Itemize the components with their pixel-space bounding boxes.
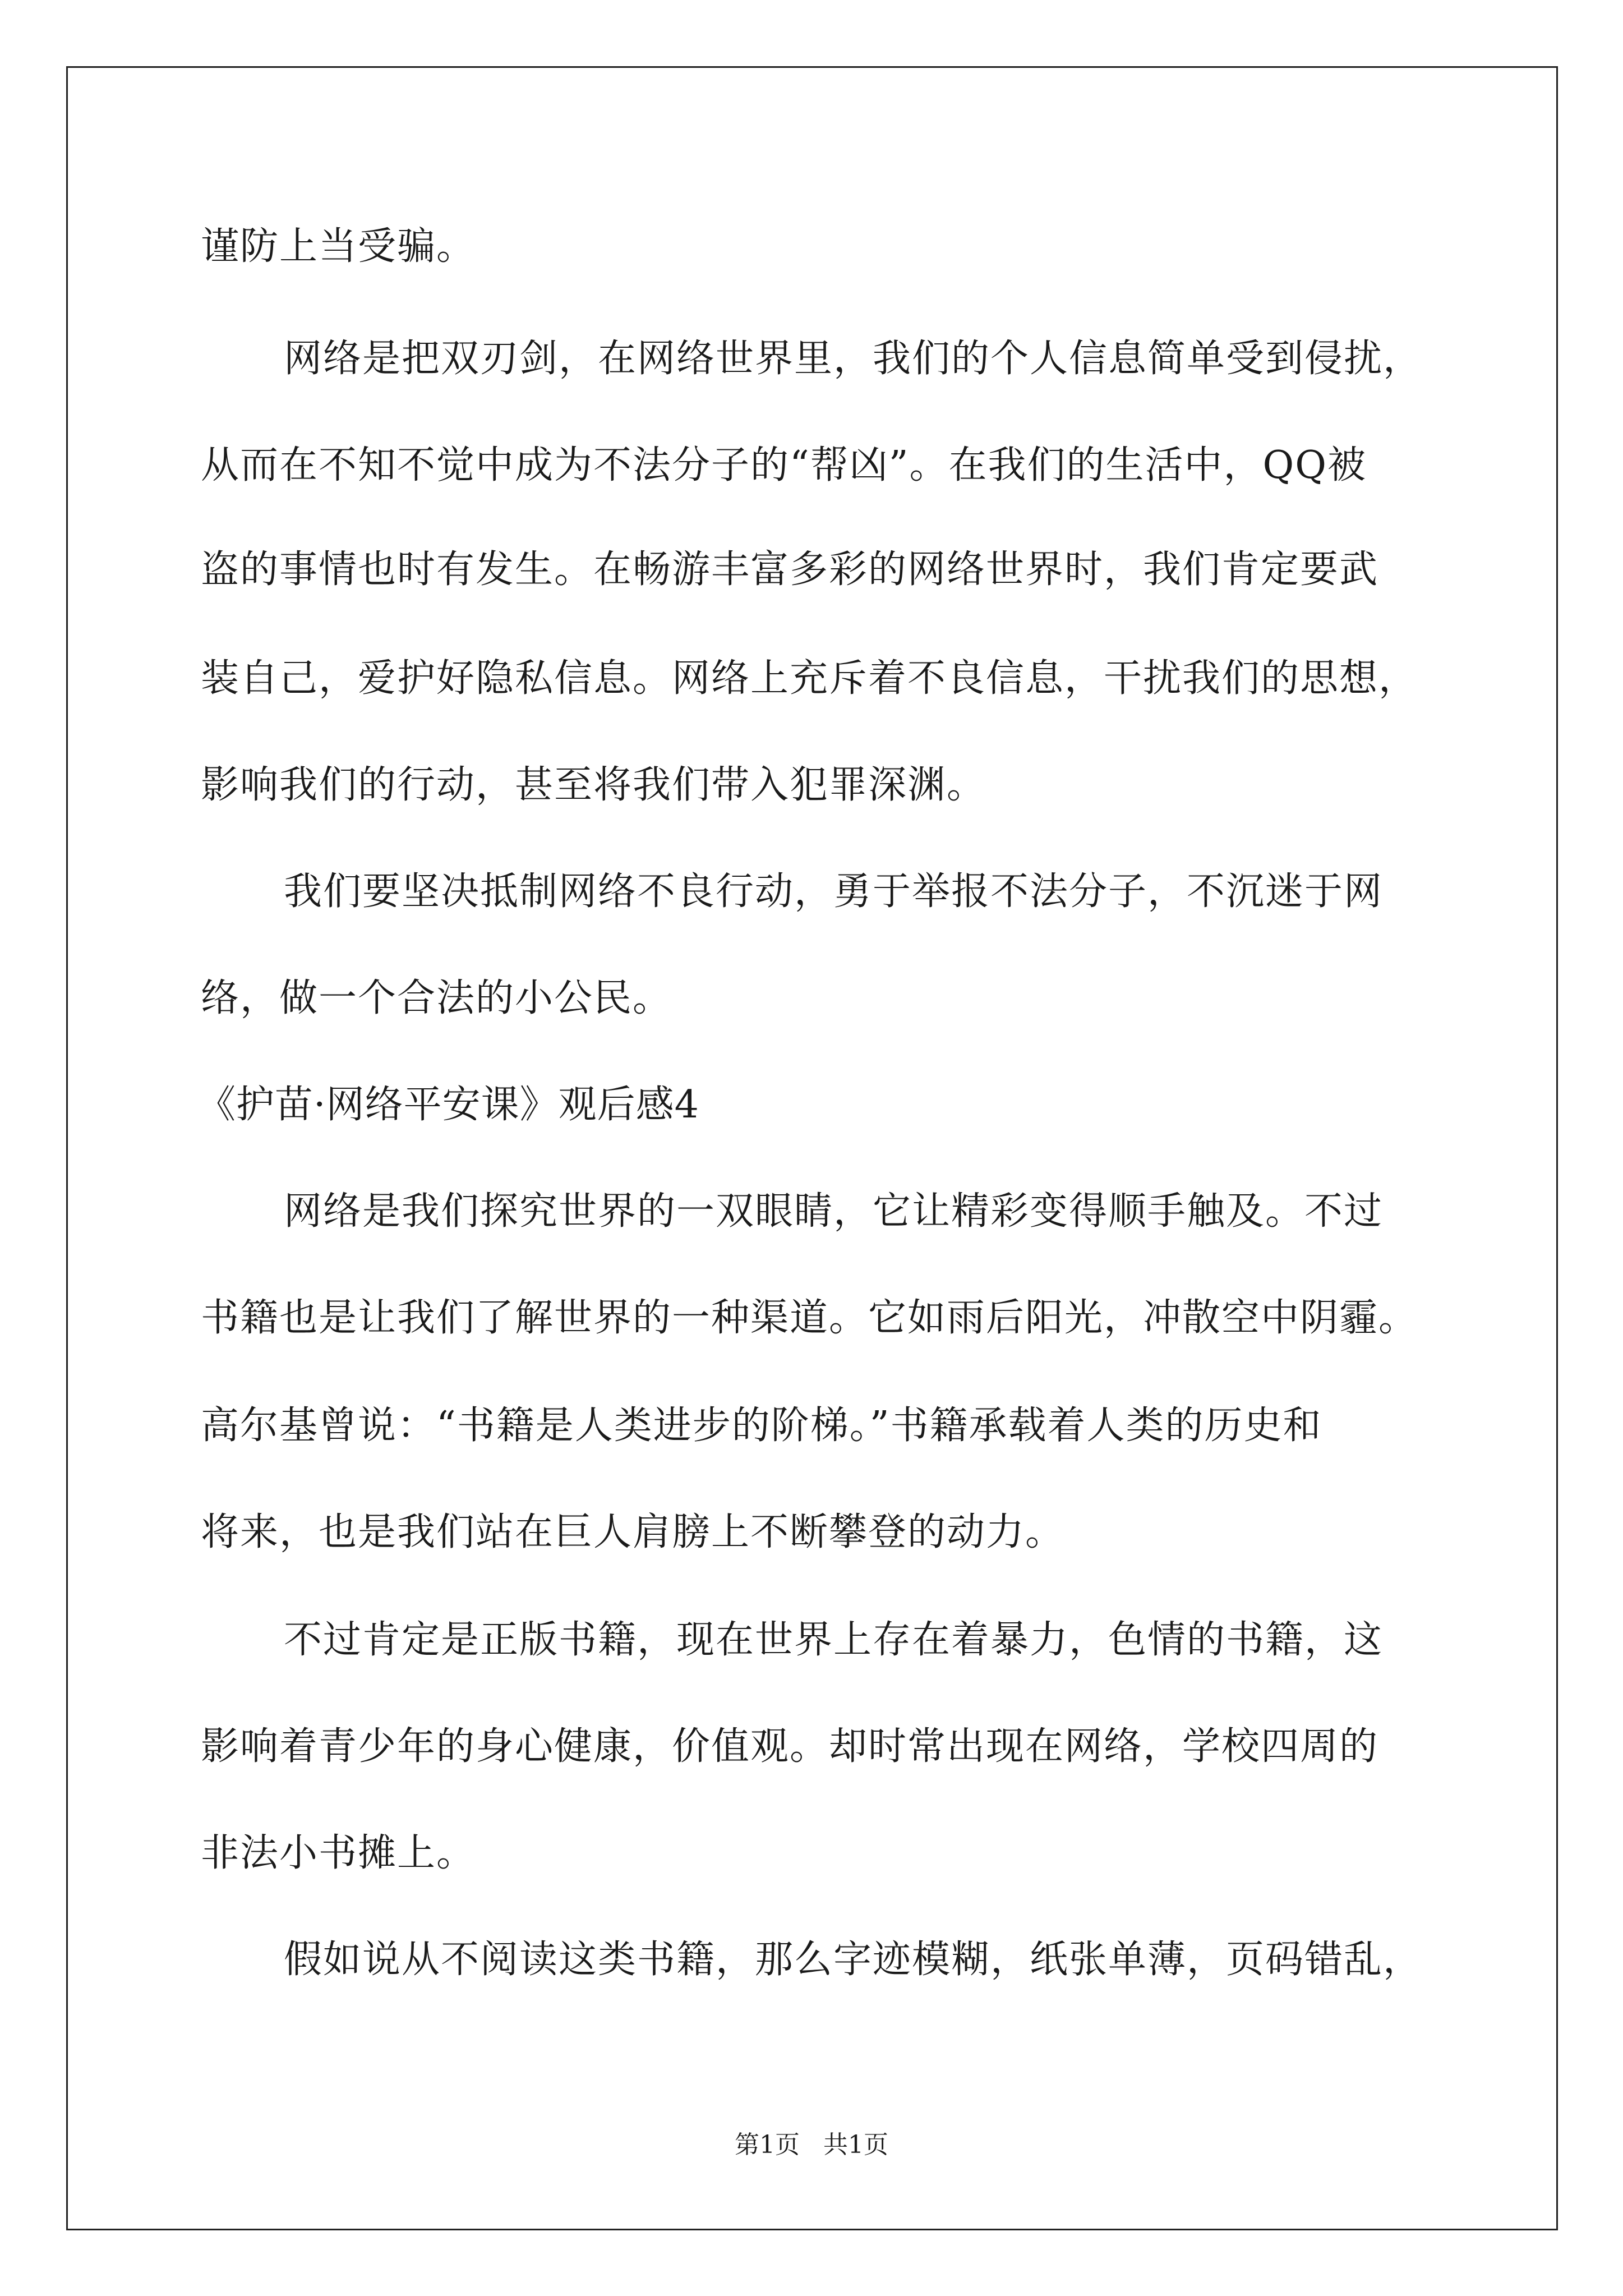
paragraph-first-line: 网络是我们探究世界的一双眼睛，它让精彩变得顺手触及。不过 [284, 1189, 1384, 1234]
text-line: 盗的事情也时有发生。在畅游丰富多彩的网络世界时，我们肯定要武 [201, 547, 1379, 592]
text-line: 谨防上当受骗。 [201, 224, 476, 269]
page-border [66, 66, 1558, 2230]
text-line: 非法小书摊上。 [201, 1831, 476, 1875]
section-heading: 《护苗·网络平安课》观后感4 [197, 1083, 699, 1127]
text-line: 络，做一个合法的小公民。 [201, 976, 672, 1020]
paragraph-first-line: 不过肯定是正版书籍，现在世界上存在着暴力，色情的书籍，这 [284, 1618, 1384, 1662]
text-line: 将来，也是我们站在巨人肩膀上不断攀登的动力。 [201, 1510, 1065, 1554]
paragraph-first-line: 网络是把双刃剑，在网络世界里，我们的个人信息简单受到侵扰， [284, 337, 1423, 381]
text-line: 从而在不知不觉中成为不法分子的“帮凶”。在我们的生活中，QQ被 [201, 443, 1367, 487]
paragraph-first-line: 我们要坚决抵制网络不良行动，勇于举报不法分子，不沉迷于网 [284, 869, 1384, 914]
page-footer: 第1页 共1页 [735, 2131, 888, 2159]
text-line: 装自己，爱护好隐私信息。网络上充斥着不良信息，干扰我们的思想， [201, 656, 1418, 701]
text-line: 影响我们的行动，甚至将我们带入犯罪深渊。 [201, 763, 986, 807]
text-line: 书籍也是让我们了解世界的一种渠道。它如雨后阳光，冲散空中阴霾。 [201, 1296, 1418, 1340]
text-line: 影响着青少年的身心健康，价值观。却时常出现在网络，学校四周的 [201, 1724, 1379, 1769]
paragraph-first-line: 假如说从不阅读这类书籍，那么字迹模糊，纸张单薄，页码错乱， [284, 1938, 1423, 1982]
text-line: 高尔基曾说：“书籍是人类进步的阶梯。”书籍承载着人类的历史和 [201, 1404, 1322, 1448]
